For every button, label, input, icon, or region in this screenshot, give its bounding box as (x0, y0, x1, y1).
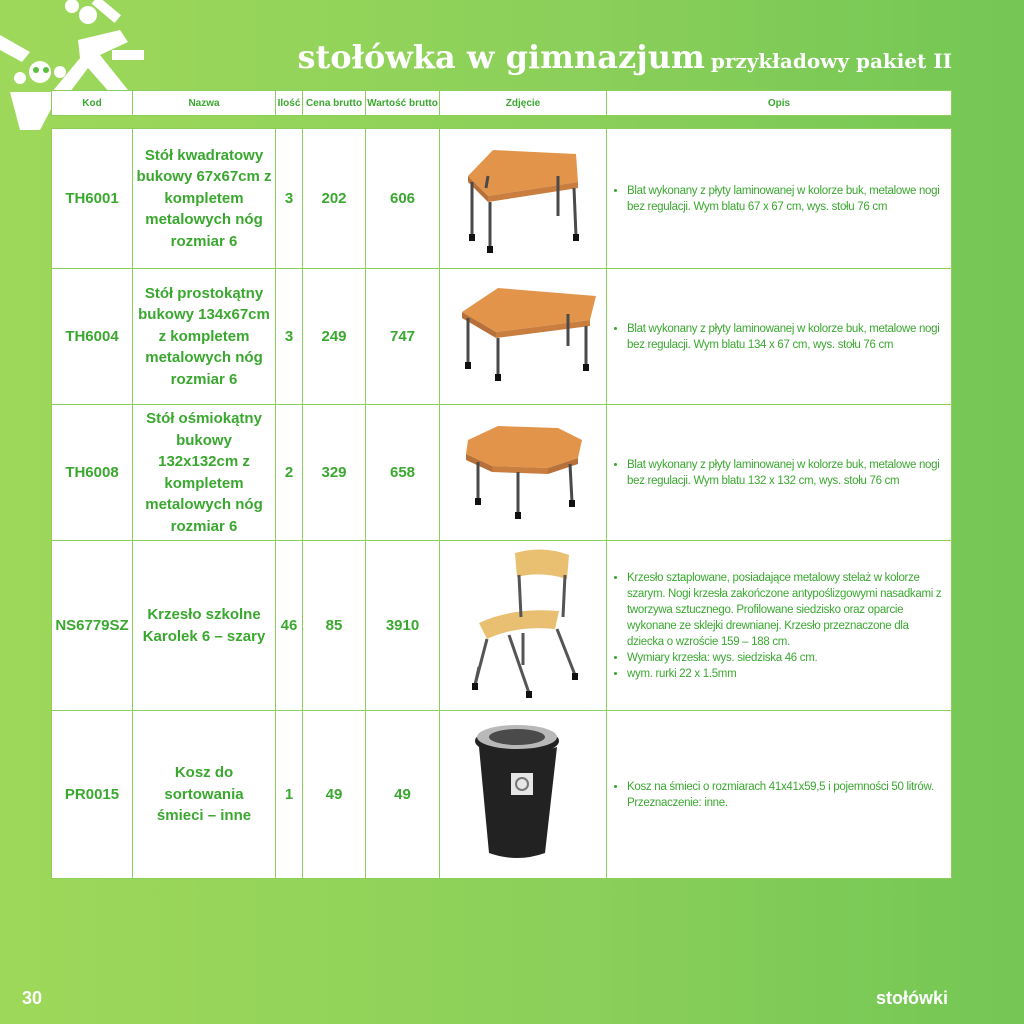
table-header (51, 90, 952, 116)
cell-image (440, 541, 607, 711)
cell-ilosc: 3 (276, 129, 303, 269)
column-header-opis: Opis (607, 91, 952, 116)
cell-cena: 329 (303, 405, 366, 541)
cell-nazwa: Krzesło szkolne Karolek 6 – szary (133, 541, 276, 711)
cell-cena: 49 (303, 711, 366, 879)
cell-kod: TH6008 (52, 405, 133, 541)
cell-cena: 202 (303, 129, 366, 269)
opis-item: • Kosz na śmieci o rozmiarach 41x41x59,5 i pojemności 50 litrów. Przeznaczenie: inne. (627, 779, 945, 811)
octagonal-table-icon (448, 420, 598, 520)
cell-image (440, 405, 607, 541)
table-row (52, 405, 952, 541)
cell-ilosc: 1 (276, 711, 303, 879)
cell-wartosc: 658 (366, 405, 440, 541)
page-number: 30 (22, 988, 43, 1008)
column-header-nazwa: Nazwa (133, 91, 276, 116)
table-row (52, 711, 952, 879)
rectangular-table-icon (448, 284, 598, 384)
title-sub: przykładowy pakiet II (710, 49, 952, 73)
square-table-icon (448, 136, 598, 256)
table-row (52, 541, 952, 711)
opis-item: • Blat wykonany z płyty laminowanej w kolorze buk, metalowe nogi bez regulacji. Wym blatu 132 x 132 cm, wys. stołu 76 cm (627, 457, 945, 489)
opis-item: • Blat wykonany z płyty laminowanej w kolorze buk, metalowe nogi bez regulacji. Wym blatu 134 x 67 cm, wys. stołu 76 cm (627, 321, 945, 353)
opis-item: • Krzesło sztaplowane, posiadające metalowy stelaż w kolorze szarym. Nogi krzesła zakończone antypoślizgowymi nasadkami z tworzywa sztucznego. Profilowane siedzisko oraz oparcie wykonane ze sklejki drewnianej. Krzesło przeznaczone dla dziecka o wzroście 159 – 188 cm. (627, 570, 945, 650)
cell-wartosc: 3910 (366, 541, 440, 711)
product-table (51, 128, 952, 879)
opis-item: • wym. rurki 22 x 1.5mm (627, 666, 945, 682)
column-header-cena: Cena brutto (303, 91, 366, 116)
cell-ilosc: 3 (276, 269, 303, 405)
waste-bin-icon (473, 717, 573, 867)
column-header-zdjecie: Zdjęcie (440, 91, 607, 116)
cell-opis (607, 269, 952, 405)
cell-opis (607, 711, 952, 879)
section-name: stołówki (875, 988, 948, 1008)
cell-kod: TH6001 (52, 129, 133, 269)
column-header-kod: Kod (52, 91, 133, 116)
cell-nazwa: Stół prostokątny bukowy 134x67cm z kompletem metalowych nóg rozmiar 6 (133, 269, 276, 405)
cell-wartosc: 49 (366, 711, 440, 879)
cell-image (440, 129, 607, 269)
cell-nazwa: Stół ośmiokątny bukowy 132x132cm z kompletem metalowych nóg rozmiar 6 (133, 405, 276, 541)
cell-ilosc: 2 (276, 405, 303, 541)
cell-nazwa: Stół kwadratowy bukowy 67x67cm z kompletem metalowych nóg rozmiar 6 (133, 129, 276, 269)
cell-opis (607, 405, 952, 541)
column-header-ilosc: Ilość (276, 91, 303, 116)
page-title (297, 38, 952, 76)
cell-cena: 85 (303, 541, 366, 711)
school-chair-icon (463, 545, 583, 701)
cell-nazwa: Kosz do sortowania śmieci – inne (133, 711, 276, 879)
cell-kod: TH6004 (52, 269, 133, 405)
cell-wartosc: 606 (366, 129, 440, 269)
cell-kod: PR0015 (52, 711, 133, 879)
title-main: stołówka w gimnazjum (297, 38, 705, 76)
table-row (52, 129, 952, 269)
cell-ilosc: 46 (276, 541, 303, 711)
opis-item: • Blat wykonany z płyty laminowanej w kolorze buk, metalowe nogi bez regulacji. Wym blatu 67 x 67 cm, wys. stołu 76 cm (627, 183, 945, 215)
cell-image (440, 711, 607, 879)
table-row (52, 269, 952, 405)
cell-kod: NS6779SZ (52, 541, 133, 711)
column-header-wartosc: Wartość brutto (366, 91, 440, 116)
cell-image (440, 269, 607, 405)
cell-opis (607, 129, 952, 269)
opis-item: • Wymiary krzesła: wys. siedziska 46 cm. (627, 650, 945, 666)
cell-wartosc: 747 (366, 269, 440, 405)
cell-opis (607, 541, 952, 711)
cell-cena: 249 (303, 269, 366, 405)
